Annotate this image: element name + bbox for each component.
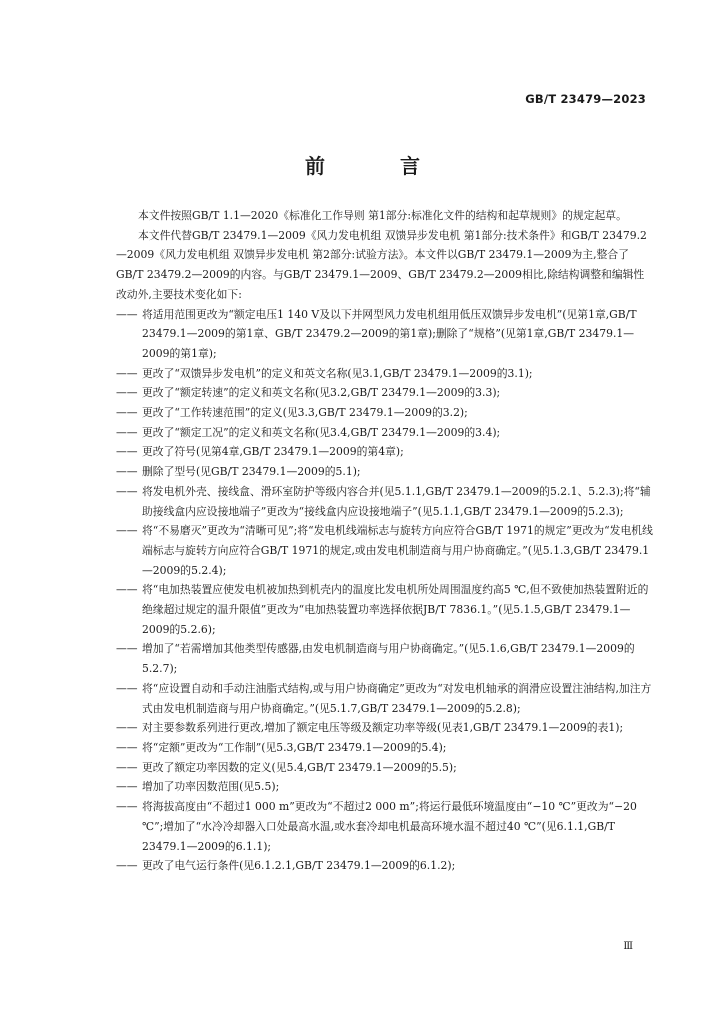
list-dash: ——: [116, 681, 138, 695]
list-item-text: 将“电加热装置应使发电机被加热到机壳内的温度比发电机所处周围温度约高5 ℃,但不致使加热装置附近的绝缘超过规定的温升限值”更改为“电加热装置功率选择依据JB/T 7836.1。”(见5.1.5,GB/T 23479.1—2009的5.2.6);: [142, 583, 649, 636]
list-dash: ——: [116, 366, 138, 380]
change-list: [116, 305, 654, 876]
list-item-text: 更改了符号(见第4章,GB/T 23479.1—2009的第4章);: [142, 445, 404, 459]
list-item: [116, 482, 654, 521]
list-item-text: 对主要参数系列进行更改,增加了额定电压等级及额定功率等级(见表1,GB/T 23479.1—2009的表1);: [142, 721, 624, 735]
list-item-text: 将“不易磨灭”更改为“清晰可见”;将“发电机线端标志与旋转方向应符合GB/T 1971的规定”更改为“发电机线端标志与旋转方向应符合GB/T 1971的规定,或由发电机制造商与用户协商确定。”(见5.1.3,GB/T 23479.1—2009的5.2.4);: [142, 524, 653, 577]
list-item-text: 删除了型号(见GB/T 23479.1—2009的5.1);: [142, 465, 361, 479]
list-dash: ——: [116, 425, 138, 439]
list-dash: ——: [116, 445, 138, 459]
list-item-text: 将海拔高度由“不超过1 000 m”更改为“不超过2 000 m”;将运行最低环境温度由“−10 ℃”更改为“−20 ℃”;增加了“水冷冷却器入口处最高水温,或水套冷却电机最高环境水温不超过40 ℃”(见6.1.1,GB/T 23479.1—2009的6.1.1);: [142, 800, 637, 853]
list-dash: ——: [116, 760, 138, 774]
list-item-text: 更改了电气运行条件(见6.1.2.1,GB/T 23479.1—2009的6.1.2);: [142, 859, 456, 873]
list-item: [116, 738, 654, 758]
list-item-text: 将“应设置自动和手动注油脂式结构,或与用户协商确定”更改为“对发电机轴承的润滑应设置注油结构,加注方式由发电机制造商与用户协商确定。”(见5.1.7,GB/T 23479.1—2009的5.2.8);: [142, 681, 652, 715]
page-title: 前 言: [305, 154, 454, 178]
list-dash: ——: [116, 307, 138, 321]
list-dash: ——: [116, 406, 138, 420]
paragraph: 本文件代替GB/T 23479.1—2009《风力发电机组 双馈异步发电机 第1部分:技术条件》和GB/T 23479.2—2009《风力发电机组 双馈异步发电机 第2部分:试验方法》。本文件以GB/T 23479.1—2009为主,整合了GB/T 23479.2—2009的内容。与GB/T 23479.1—2009、GB/T 23479.2—2009相比,除结构调整和编辑性改动外,主要技术变化如下:: [116, 228, 647, 301]
list-item-text: 更改了额定功率因数的定义(见5.4,GB/T 23479.1—2009的5.5);: [142, 760, 457, 774]
list-dash: ——: [116, 800, 138, 814]
list-item-text: 更改了“额定转速”的定义和英文名称(见3.2,GB/T 23479.1—2009的3.3);: [142, 386, 501, 400]
list-dash: ——: [116, 721, 138, 735]
list-dash: ——: [116, 859, 138, 873]
list-item: [116, 403, 654, 423]
page-number: Ⅲ: [623, 941, 633, 952]
standard-code: GB/T 23479—2023: [525, 92, 646, 106]
list-item-text: 更改了“额定工况”的定义和英文名称(见3.4,GB/T 23479.1—2009的3.4);: [142, 425, 501, 439]
list-item: [116, 639, 654, 678]
list-dash: ——: [116, 386, 138, 400]
list-item: [116, 521, 654, 580]
list-item: [116, 797, 654, 856]
list-dash: ——: [116, 583, 138, 597]
list-item: [116, 442, 654, 462]
list-dash: ——: [116, 780, 138, 794]
list-item-text: 增加了“若需增加其他类型传感器,由发电机制造商与用户协商确定。”(见5.1.6,GB/T 23479.1—2009的5.2.7);: [142, 642, 635, 676]
paragraph: 本文件按照GB/T 1.1—2020《标准化工作导则 第1部分:标准化文件的结构和起草规则》的规定起草。: [138, 209, 627, 222]
list-item: [116, 856, 654, 876]
list-item: [116, 462, 654, 482]
list-dash: ——: [116, 524, 138, 538]
list-item-text: 增加了功率因数范围(见5.5);: [142, 780, 280, 794]
list-item: [116, 423, 654, 443]
list-item: [116, 777, 654, 797]
list-item: [116, 758, 654, 778]
list-item: [116, 305, 654, 364]
list-item: [116, 679, 654, 718]
list-dash: ——: [116, 740, 138, 754]
list-item: [116, 383, 654, 403]
list-dash: ——: [116, 465, 138, 479]
list-item: [116, 364, 654, 384]
list-item-text: 更改了“双馈异步发电机”的定义和英文名称(见3.1,GB/T 23479.1—2009的3.1);: [142, 366, 533, 380]
list-dash: ——: [116, 642, 138, 656]
list-item-text: 将“定额”更改为“工作制”(见5.3,GB/T 23479.1—2009的5.4);: [142, 740, 447, 754]
list-item: [116, 718, 654, 738]
list-item: [116, 580, 654, 639]
list-dash: ——: [116, 484, 138, 498]
body-text: [116, 206, 654, 876]
list-item-text: 将适用范围更改为“额定电压1 140 V及以下并网型风力发电机组用低压双馈异步发电机”(见第1章,GB/T 23479.1—2009的第1章、GB/T 23479.2—2009的第1章);删除了“规格”(见第1章,GB/T 23479.1—2009的第1章);: [142, 307, 637, 360]
list-item-text: 将发电机外壳、接线盒、滑环室防护等级内容合并(见5.1.1,GB/T 23479.1—2009的5.2.1、5.2.3);将“辅助接线盒内应设接地端子”更改为“接线盒内应设接地端子”(见5.1.1,GB/T 23479.1—2009的5.2.3);: [142, 484, 651, 518]
list-item-text: 更改了“工作转速范围”的定义(见3.3,GB/T 23479.1—2009的3.2);: [142, 406, 468, 420]
